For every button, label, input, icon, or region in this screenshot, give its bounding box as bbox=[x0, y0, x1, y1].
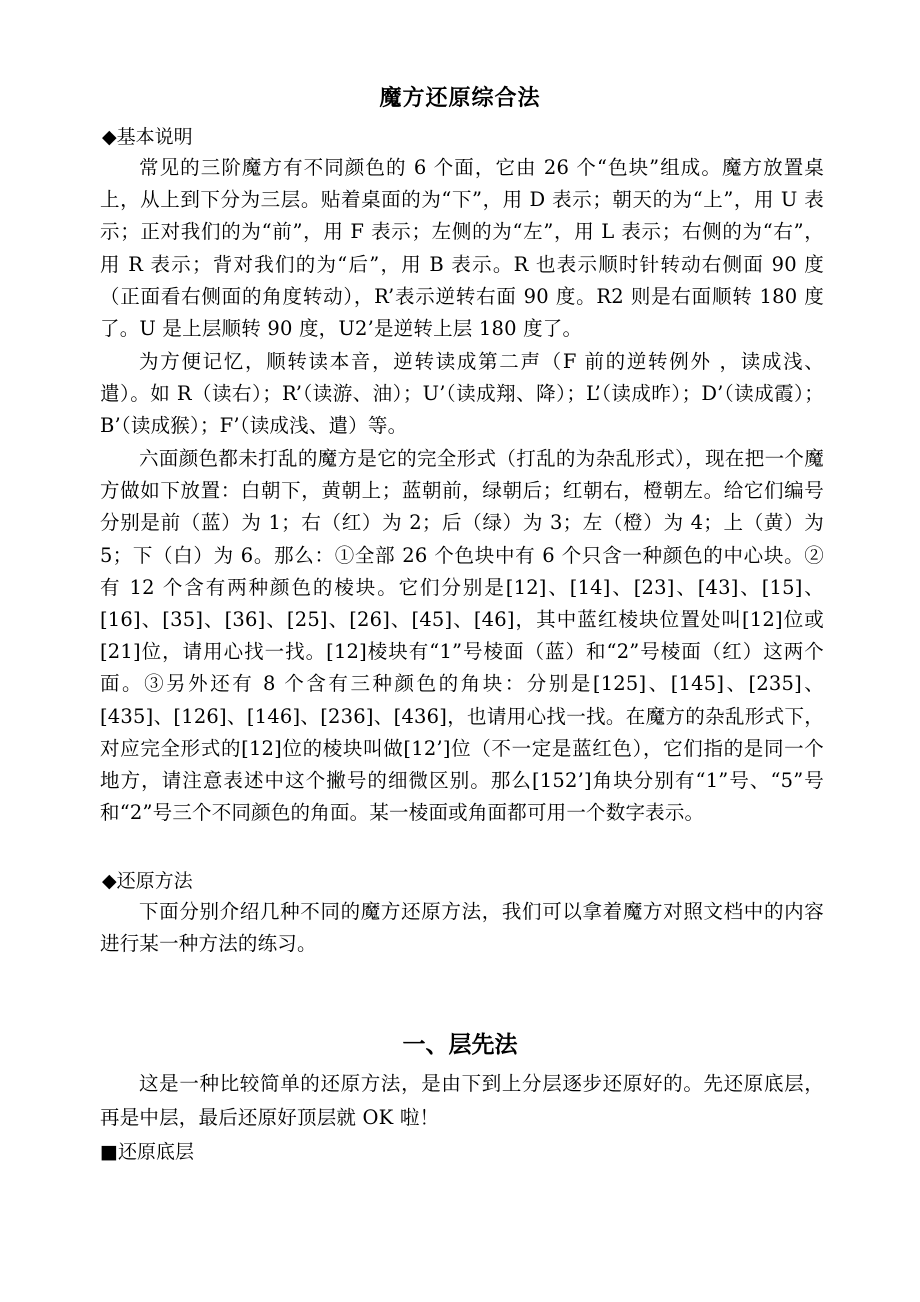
restore-methods-heading: ◆还原方法 bbox=[102, 870, 193, 892]
document-title: 魔方还原综合法 bbox=[379, 85, 541, 111]
bottom-layer-heading: ■还原底层 bbox=[100, 1141, 194, 1163]
paragraph-notation: 常见的三阶魔方有不同颜色的 6 个面，它由 26 个“色块”组成。魔方放置桌上，从上到下分为三层。贴着桌面的为“下”，用 D 表示；朝天的为“上”，用 U 表示；正对我们的为“前”，用 F 表示；左侧的为“左”，用 L 表示；右侧的为“右”，用 R 表示；背对我们的为“后”，用 B 表示。R 也表示顺时针转动右侧面 90 度（正面看右侧面的角度转动），R’表示逆转右面 90 度。R2 则是右面顺转 180 度了。U 是上层顺转 90 度，U2’是逆转上层 180 度了。 bbox=[100, 156, 824, 341]
paragraph-layer-method: 这是一种比较简单的还原方法，是由下到上分层逐步还原好的。先还原底层，再是中层，最后还原好顶层就 OK 啦！ bbox=[100, 1072, 824, 1129]
chapter-title: 一、层先法 bbox=[402, 1031, 518, 1058]
basic-description-heading: ◆基本说明 bbox=[102, 126, 193, 148]
paragraph-pronunciation: 为方便记忆，顺转读本音，逆转读成第二声（F 前的逆转例外 ，读成浅、遣）。如 R（读右）；R’（读游、油）；U’（读成翔、降）；L’（读成昨）；D’（读成霞）；B’（读成猴）；F’（读成浅、遣）等。 bbox=[100, 350, 824, 438]
paragraph-methods-intro: 下面分别介绍几种不同的魔方还原方法，我们可以拿着魔方对照文档中的内容进行某一种方法的练习。 bbox=[100, 900, 824, 956]
paragraph-cube-pieces: 六面颜色都未打乱的魔方是它的完全形式（打乱的为杂乱形式），现在把一个魔方做如下放置：白朝下，黄朝上；蓝朝前，绿朝后；红朝右，橙朝左。给它们编号分别是前（蓝）为 1；右（红）为 2；后（绿）为 3；左（橙）为 4；上（黄）为 5；下（白）为 6。那么：①全部 26 个色块中有 6 个只含一种颜色的中心块。②有 12 个含有两种颜色的棱块。它们分别是[12]、[14]、[23]、[43]、[15]、[16]、[35]、[36]、[25]、[26]、[45]、[46]，其中蓝红棱块位置处叫[12]位或[21]位，请用心找一找。[12]棱块有“1”号棱面（蓝）和“2”号棱面（红）这两个面。③另外还有 8 个含有三种颜色的角块：分别是[125]、[145]、[235]、[435]、[126]、[146]、[236]、[436]，也请用心找一找。在魔方的杂乱形式下，对应完全形式的[12]位的棱块叫做[12’]位（不一定是蓝红色），它们指的是同一个地方，请注意表述中这个撇号的细微区别。那么[152’]角块分别有“1”号、“5”号和“2”号三个不同颜色的角面。某一棱面或角面都可用一个数字表示。 bbox=[100, 447, 824, 825]
